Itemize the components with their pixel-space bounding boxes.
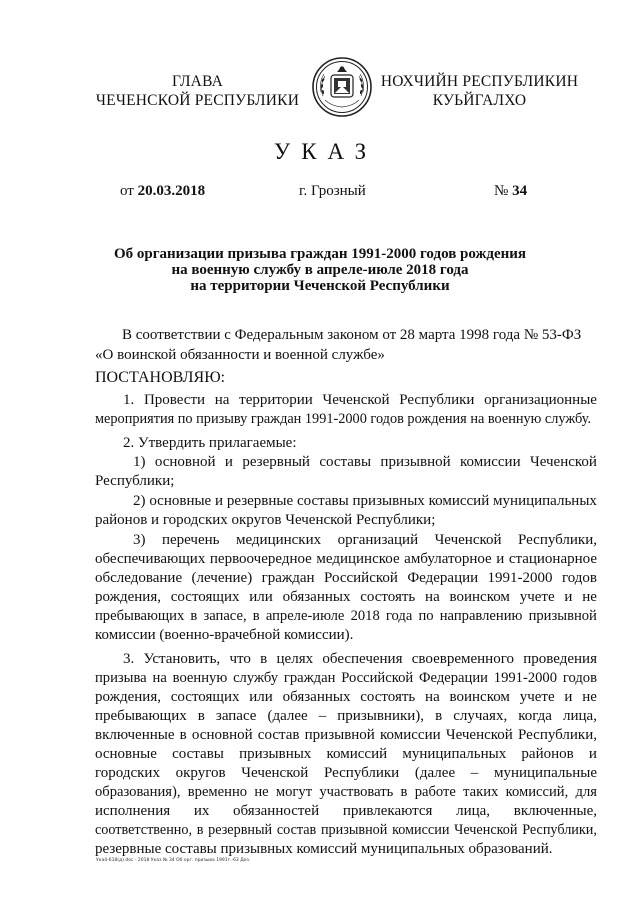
word: призывной: [528, 608, 597, 624]
word: по: [418, 608, 434, 624]
word: Федерации: [407, 570, 479, 586]
header-left: [95, 72, 300, 110]
word: годов: [561, 570, 597, 586]
word: временно: [187, 784, 248, 800]
word: Чеченской: [434, 532, 502, 548]
word: на: [425, 689, 440, 705]
word: резервный: [208, 822, 273, 838]
p2-3-line3: [95, 569, 597, 588]
word: амбулаторное: [404, 551, 492, 567]
word: соответственно,: [95, 822, 193, 838]
word: Чеченской: [454, 822, 518, 838]
p2-1-line1: [133, 453, 597, 472]
word: состоящих: [170, 689, 240, 705]
word: Чеченской: [322, 392, 390, 408]
word: Чеченской: [529, 454, 597, 470]
word: их: [193, 803, 210, 819]
p2-line1: 2. Утвердить прилагаемые:: [123, 435, 297, 451]
p2-2-line2: районов и городских округов Чеченской Республики;: [95, 512, 436, 528]
word: Чеченской: [241, 765, 309, 781]
word: и: [564, 689, 573, 705]
word: пребывающих: [95, 608, 185, 624]
word: –: [318, 708, 327, 724]
word: основной: [191, 727, 253, 743]
word: лица,: [456, 803, 491, 819]
decree-city: г. Грозный: [299, 183, 366, 199]
word: и: [215, 493, 224, 509]
word: Российской: [341, 670, 414, 686]
resolve-heading: ПОСТАНОВЛЯЮ:: [95, 369, 226, 386]
word: резервный: [242, 454, 310, 470]
number-value: 34: [512, 183, 528, 199]
p2-3-line6: комиссии (военно-врачебной комиссии).: [95, 627, 354, 643]
header-right-line2: КУЬЙГАЛХО: [432, 92, 527, 109]
word: комиссии: [459, 454, 521, 470]
p3-line10: [95, 821, 597, 840]
word: и: [588, 746, 597, 762]
word: обязанных: [282, 589, 351, 605]
word: включенные,: [513, 803, 597, 819]
word: перечень: [161, 532, 220, 548]
word: когда: [518, 708, 552, 724]
footer-file-note: Ука4-618(д).doc - 2018 Указ № 34 Об орг. призыва 1991г.-63 Доз.: [96, 858, 251, 863]
word: на: [152, 670, 167, 686]
word: (далее: [414, 765, 456, 781]
p3-line7: [95, 764, 597, 783]
word: года: [385, 608, 413, 624]
p1-line1: [123, 391, 597, 410]
word: (лечение): [191, 570, 253, 586]
word: обеспечивающих: [95, 551, 206, 567]
word: Республики: [399, 392, 475, 408]
word: основной: [154, 454, 216, 470]
p2-3-line1: [133, 531, 597, 550]
p3-line4: [95, 707, 597, 726]
word: резервные: [226, 493, 294, 509]
word: 1.: [123, 392, 135, 408]
decree-title: УКАЗ: [273, 139, 378, 164]
word: Чеченской: [445, 727, 513, 743]
word: состоять: [360, 589, 416, 605]
word: организаций: [337, 532, 419, 548]
word: воинском: [449, 589, 510, 605]
word: состоять: [360, 689, 416, 705]
word: для: [575, 784, 597, 800]
word: могут: [275, 784, 313, 800]
word: муниципальных: [402, 746, 507, 762]
decree-date: [120, 183, 205, 200]
word: медицинских: [235, 532, 322, 548]
p3-line2: [95, 669, 597, 688]
word: в: [252, 608, 260, 624]
word: Установить,: [143, 651, 221, 667]
word: состав: [257, 727, 300, 743]
intro-line1: В соответствии с Федеральным законом от 28 марта 1998 года № 53-ФЗ: [122, 327, 582, 343]
word: комиссии: [392, 822, 450, 838]
word: муниципальных: [493, 493, 597, 509]
word: 1991-2000: [493, 670, 558, 686]
decree-number: [494, 183, 527, 200]
word: комиссий: [326, 746, 388, 762]
word: Российской: [323, 570, 398, 586]
word: 2018: [350, 608, 380, 624]
word: основные: [95, 746, 157, 762]
word: состоящих: [170, 589, 240, 605]
word: 2): [133, 493, 146, 509]
decree-subject: [60, 246, 580, 294]
word: (далее: [267, 708, 308, 724]
word: территории: [239, 392, 313, 408]
word: целях: [276, 651, 314, 667]
word: Республики: [323, 765, 400, 781]
word: образования),: [95, 784, 181, 800]
p3-line8: [95, 783, 597, 802]
word: Республики,: [518, 532, 597, 548]
word: организационные: [484, 392, 597, 408]
subject-line2: на военную службу в апреле-июле 2018 года: [171, 262, 469, 278]
word: не: [254, 784, 269, 800]
word: своевременного: [411, 651, 514, 667]
p3-line3: [95, 688, 597, 707]
word: включенные: [95, 727, 175, 743]
word: муниципальные: [493, 765, 597, 781]
word: составы: [296, 493, 349, 509]
word: граждан: [283, 670, 336, 686]
word: на: [425, 589, 440, 605]
word: участвовать: [319, 784, 394, 800]
word: в: [179, 727, 187, 743]
word: направлению: [439, 608, 523, 624]
word: проведения: [523, 651, 597, 667]
p3-line11: резервные составы призывных комиссий муниципальных образований.: [95, 841, 553, 857]
word: в: [260, 651, 268, 667]
word: в: [196, 822, 204, 838]
word: апреле-июле: [265, 608, 345, 624]
word: 3.: [123, 651, 135, 667]
coat-of-arms-icon: [311, 56, 373, 118]
word: исполнения: [95, 803, 171, 819]
p3-line1: [123, 650, 597, 669]
header-right-line1: НОХЧИЙН РЕСПУБЛИКИН: [380, 73, 579, 90]
word: запасе,: [203, 608, 247, 624]
word: обязанных: [282, 689, 351, 705]
p3-line9: [95, 802, 597, 821]
word: граждан: [261, 570, 315, 586]
p3-line6: [95, 745, 597, 764]
word: Республики,: [517, 727, 597, 743]
word: в: [400, 784, 408, 800]
p2-2-line1: [133, 492, 597, 511]
word: обследование: [95, 570, 183, 586]
word: что: [229, 651, 251, 667]
word: призывных: [239, 746, 312, 762]
word: комиссий: [428, 493, 490, 509]
word: комиссий,: [505, 784, 569, 800]
header-left-line2: ЧЕЧЕНСКОЙ РЕСПУБЛИКИ: [95, 92, 300, 109]
word: в: [197, 708, 205, 724]
word: и: [564, 589, 573, 605]
word: или: [249, 589, 273, 605]
word: стационарное: [508, 551, 597, 567]
word: медицинское: [316, 551, 400, 567]
subject-line1: Об организации призыва граждан 1991-2000 годов рождения: [113, 246, 527, 262]
word: призывной: [304, 727, 375, 743]
word: не: [582, 589, 597, 605]
word: основные: [149, 493, 212, 509]
word: округов: [175, 765, 226, 781]
word: и: [224, 454, 233, 470]
p2-3-line2: [95, 550, 597, 569]
header-left-line1: ГЛАВА: [171, 73, 224, 90]
header-right: [377, 72, 582, 110]
p3-line5: [95, 726, 597, 745]
word: пребывающих: [95, 708, 187, 724]
word: первоочередное: [209, 551, 312, 567]
word: обеспечения: [322, 651, 403, 667]
word: 1): [133, 454, 146, 470]
word: учете: [519, 689, 555, 705]
word: запасе: [215, 708, 257, 724]
word: в: [190, 608, 198, 624]
subject-line3: на территории Чеченской Республики: [190, 278, 450, 294]
word: 3): [133, 532, 146, 548]
word: –: [470, 765, 479, 781]
word: призыва: [95, 670, 147, 686]
word: или: [249, 689, 273, 705]
word: призывники),: [337, 708, 425, 724]
intro-line2: «О воинской обязанности и военной службе»: [95, 347, 385, 363]
date-prefix: от: [120, 183, 138, 199]
word: Провести: [143, 392, 206, 408]
p1-line2: мероприятия по призыву граждан 1991-2000 годов рождения на военную службу.: [95, 411, 592, 427]
word: таких: [463, 784, 499, 800]
word: Республики,: [522, 822, 597, 838]
word: случаях,: [453, 708, 508, 724]
word: военную: [172, 670, 228, 686]
word: учете: [519, 589, 555, 605]
word: городских: [95, 765, 160, 781]
word: обязанностей: [233, 803, 320, 819]
word: на: [214, 392, 230, 408]
word: службу: [233, 670, 278, 686]
p2-1-line2: Республики;: [95, 473, 175, 489]
word: работе: [414, 784, 456, 800]
word: привлекаются: [342, 803, 433, 819]
date-value: 20.03.2018: [137, 183, 206, 199]
word: воинском: [449, 689, 510, 705]
number-prefix: №: [494, 183, 513, 199]
word: Федерации: [419, 670, 488, 686]
word: и: [496, 551, 505, 567]
p2-3-line5: [95, 607, 597, 626]
word: 1991-2000: [487, 570, 553, 586]
word: рождения,: [95, 689, 161, 705]
word: составы: [172, 746, 224, 762]
word: районов: [521, 746, 574, 762]
word: состав: [276, 822, 317, 838]
word: в: [435, 708, 443, 724]
word: призывных: [352, 493, 425, 509]
word: составы: [319, 454, 372, 470]
word: не: [582, 689, 597, 705]
word: годов: [562, 670, 597, 686]
word: призывной: [380, 454, 451, 470]
p2-3-line4: [95, 588, 597, 607]
word: лица,: [563, 708, 597, 724]
word: комиссии: [380, 727, 441, 743]
word: призывной: [320, 822, 388, 838]
word: рождения,: [95, 589, 161, 605]
